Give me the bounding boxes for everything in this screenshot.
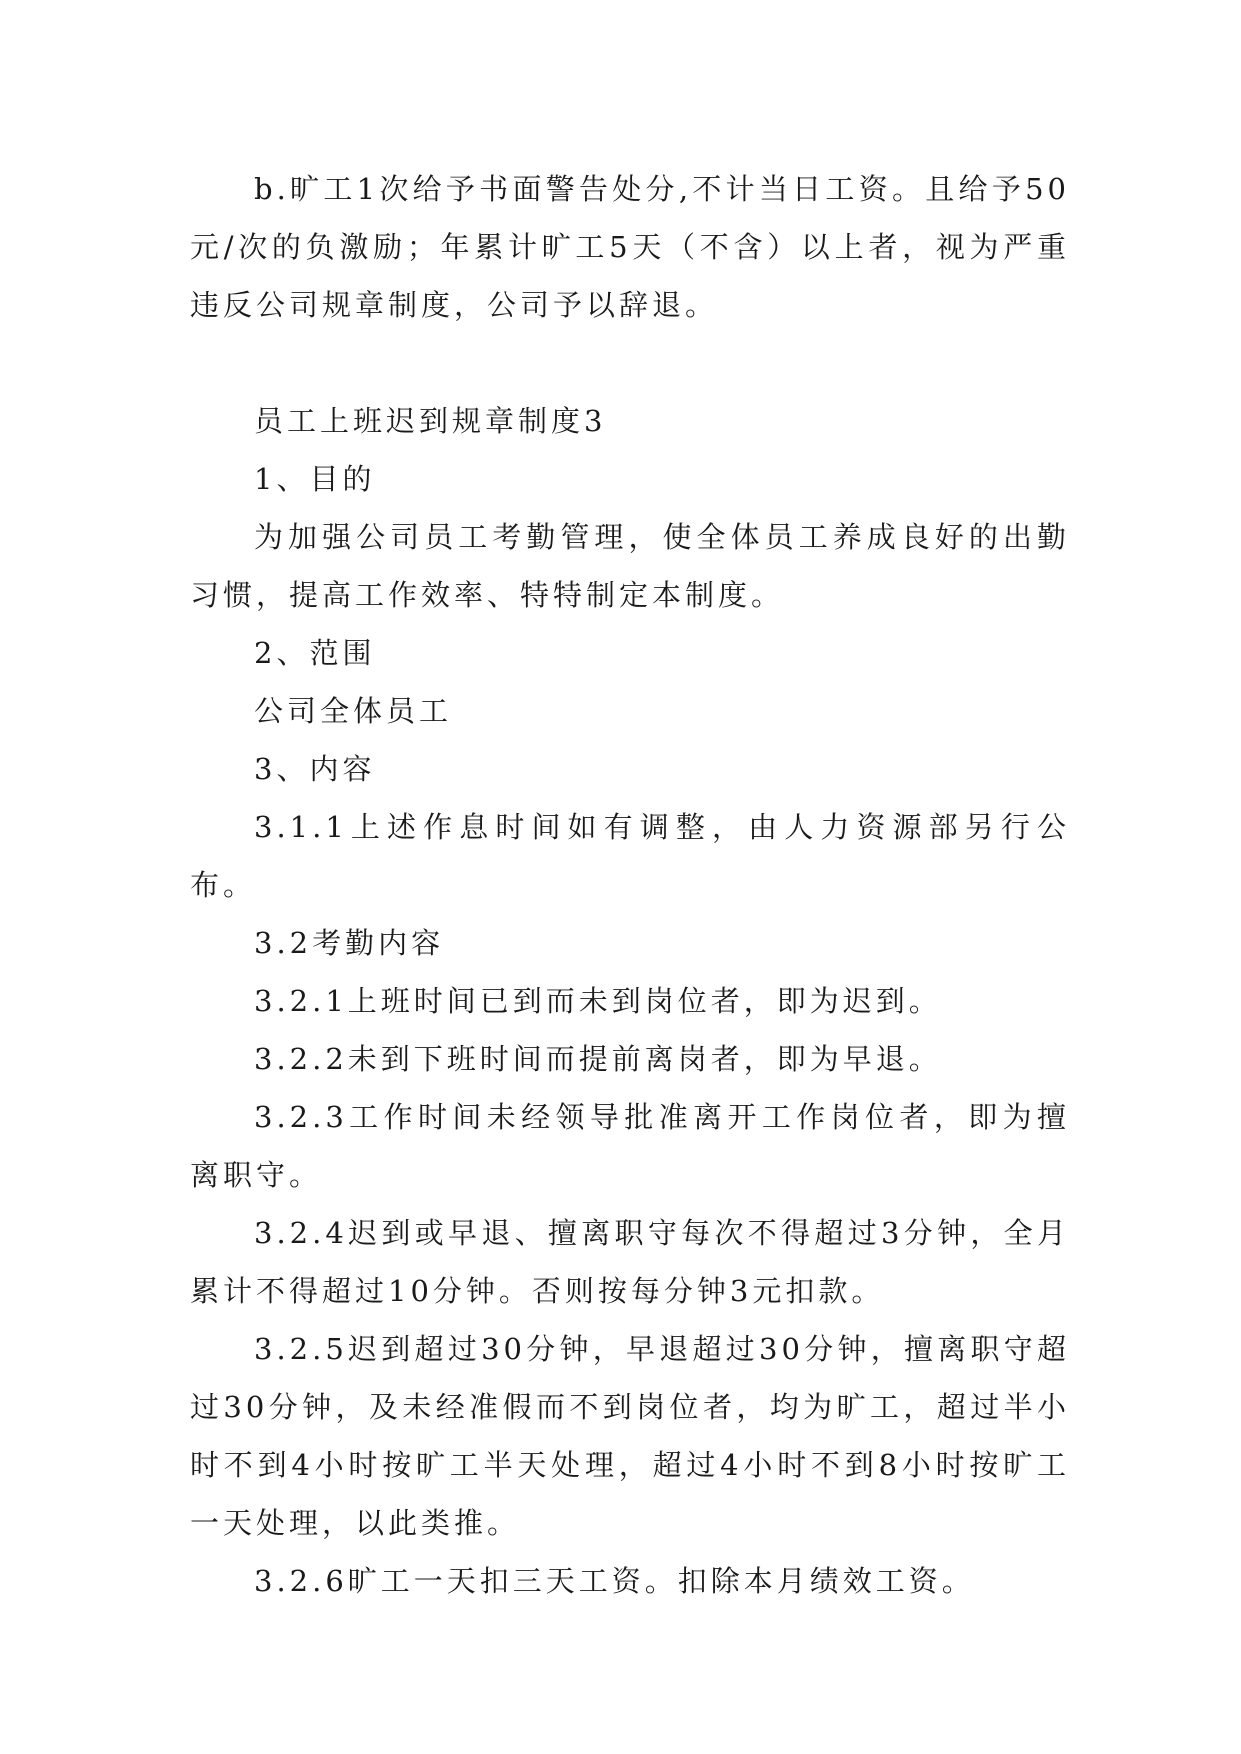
paragraph-gap	[190, 334, 1070, 392]
clause-3-1-1: 3.1.1上述作息时间如有调整，由人力资源部另行公布。	[190, 810, 1070, 902]
clause-3-2-5: 3.2.5迟到超过30分钟，早退超过30分钟，擅离职守超过30分钟，及未经准假而不到岗位者，均为旷工，超过半小时不到4小时按旷工半天处理，超过4小时不到8小时按旷工一天处理，以此类推。	[190, 1332, 1070, 1540]
heading-purpose: 1、目的	[254, 462, 376, 496]
heading-content: 3、内容	[254, 752, 376, 786]
clause-3-2-3: 3.2.3工作时间未经领导批准离开工作岗位者，即为擅离职守。	[190, 1100, 1070, 1192]
document-body	[190, 160, 1070, 1610]
clause-3-2-1: 3.2.1上班时间已到而未到岗位者，即为迟到。	[254, 984, 942, 1018]
paragraph-scope: 公司全体员工	[254, 694, 453, 728]
heading-scope: 2、范围	[254, 636, 376, 670]
paragraph-absence-penalty: b.旷工1次给予书面警告处分,不计当日工资。且给予50元/次的负激励；年累计旷工5天（不含）以上者，视为严重违反公司规章制度，公司予以辞退。	[190, 172, 1070, 322]
clause-3-2: 3.2考勤内容	[254, 926, 445, 960]
paragraph-purpose: 为加强公司员工考勤管理，使全体员工养成良好的出勤习惯，提高工作效率、特特制定本制度。	[190, 520, 1070, 612]
section-title: 员工上班迟到规章制度3	[254, 404, 607, 438]
clause-3-2-6: 3.2.6旷工一天扣三天工资。扣除本月绩效工资。	[254, 1564, 975, 1598]
clause-3-2-2: 3.2.2未到下班时间而提前离岗者，即为早退。	[254, 1042, 942, 1076]
clause-3-2-4: 3.2.4迟到或早退、擅离职守每次不得超过3分钟，全月累计不得超过10分钟。否则按每分钟3元扣款。	[190, 1216, 1070, 1308]
